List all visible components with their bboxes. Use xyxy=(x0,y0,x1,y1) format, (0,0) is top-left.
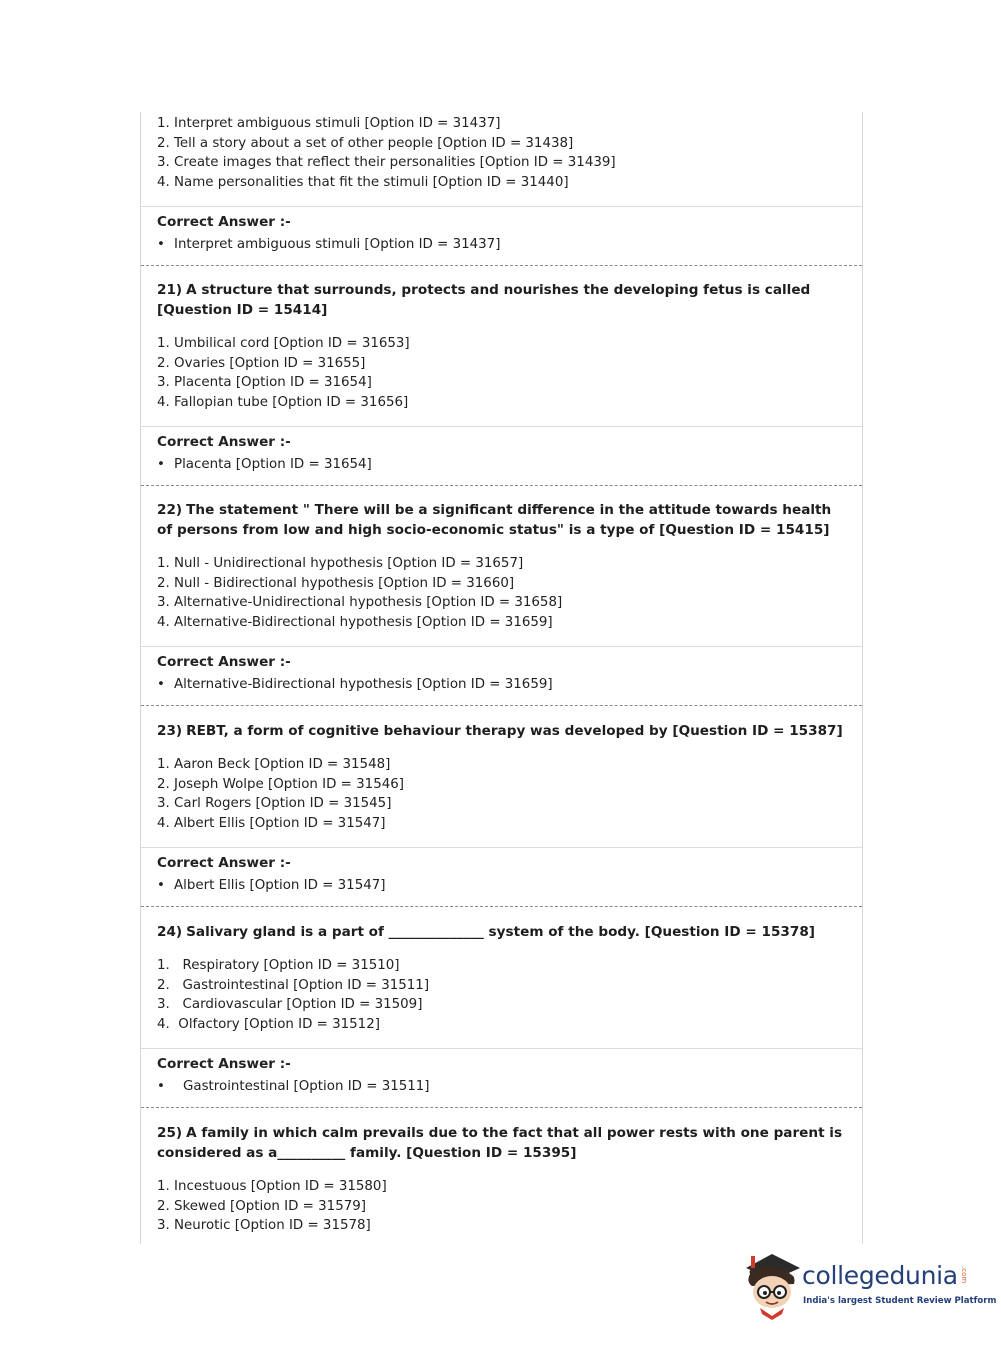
option: 1. Incestuous [Option ID = 31580] xyxy=(157,1179,387,1194)
logo-tagline: India's largest Student Review Platform xyxy=(803,1296,997,1306)
option: 2. Gastrointestinal [Option ID = 31511] xyxy=(157,977,430,993)
correct-answer-value: • Placenta [Option ID = 31654] xyxy=(157,457,372,472)
option: 3. Create images that reflect their personalities [Option ID = 31439] xyxy=(157,155,616,171)
option: 3. Cardiovascular [Option ID = 31509] xyxy=(157,997,423,1013)
logo-suffix: .com xyxy=(960,1266,968,1284)
correct-answer-value: • Gastrointestinal [Option ID = 31511] xyxy=(157,1079,430,1094)
correct-answer-label: Correct Answer :- xyxy=(157,434,291,450)
option: 2. Ovaries [Option ID = 31655] xyxy=(157,355,366,371)
correct-answer-label: Correct Answer :- xyxy=(157,654,291,670)
option: 4. Alternative-Bidirectional hypothesis [Option ID = 31659] xyxy=(157,614,553,630)
question-text: 23) REBT, a form of cognitive behaviour therapy was developed by [Question ID = 15387] xyxy=(157,723,843,739)
question-21-answer xyxy=(141,432,862,475)
option: 4. Name personalities that fit the stimuli [Option ID = 31440] xyxy=(157,174,569,190)
option: 1. Null - Unidirectional hypothesis [Option ID = 31657] xyxy=(157,556,524,571)
question-24-answer xyxy=(141,1054,862,1097)
option: 1. Umbilical cord [Option ID = 31653] xyxy=(157,336,410,351)
option: 1. Interpret ambiguous stimuli [Option ID = 31437] xyxy=(157,116,501,131)
question-20-options xyxy=(141,114,862,192)
question-24 xyxy=(141,923,862,943)
correct-answer-value: • Alternative-Bidirectional hypothesis [Option ID = 31659] xyxy=(157,677,553,692)
question-text: 25) A family in which calm prevails due to the fact that all power rests with one parent is considered as a__________ family. [Question ID = 15395] xyxy=(157,1125,843,1161)
question-22 xyxy=(141,501,862,541)
question-24-options xyxy=(141,956,862,1034)
question-25 xyxy=(141,1124,862,1164)
question-22-options xyxy=(141,554,862,632)
divider xyxy=(141,847,862,848)
divider xyxy=(141,426,862,427)
question-23-options xyxy=(141,755,862,833)
question-21 xyxy=(141,281,862,321)
question-text: 21) A structure that surrounds, protects and nourishes the developing fetus is called [Question ID = 15414] xyxy=(157,282,811,318)
question-text: 22) The statement " There will be a significant difference in the attitude towards health of persons from low and high socio-economic status" is a type of [Question ID = 15415] xyxy=(157,502,832,538)
option: 1. Aaron Beck [Option ID = 31548] xyxy=(157,757,391,772)
collegedunia-logo[interactable] xyxy=(742,1248,997,1322)
question-23 xyxy=(141,722,862,742)
option: 4. Fallopian tube [Option ID = 31656] xyxy=(157,394,409,410)
logo-wordmark: collegedunia xyxy=(802,1261,958,1290)
option: 1. Respiratory [Option ID = 31510] xyxy=(157,958,400,973)
question-22-answer xyxy=(141,652,862,695)
option: 2. Joseph Wolpe [Option ID = 31546] xyxy=(157,776,404,792)
question-separator xyxy=(141,485,862,486)
question-separator xyxy=(141,265,862,266)
correct-answer-label: Correct Answer :- xyxy=(157,855,291,871)
question-separator xyxy=(141,705,862,706)
question-21-options xyxy=(141,334,862,412)
question-23-answer xyxy=(141,853,862,896)
divider xyxy=(141,206,862,207)
question-separator xyxy=(141,1107,862,1108)
question-paper-page xyxy=(140,112,863,1244)
mascot-icon xyxy=(742,1248,804,1322)
option: 3. Carl Rogers [Option ID = 31545] xyxy=(157,796,392,812)
correct-answer-value: • Albert Ellis [Option ID = 31547] xyxy=(157,878,386,893)
correct-answer-value: • Interpret ambiguous stimuli [Option ID = 31437] xyxy=(157,237,501,252)
option: 3. Placenta [Option ID = 31654] xyxy=(157,375,372,391)
correct-answer-label: Correct Answer :- xyxy=(157,214,291,230)
option: 4. Olfactory [Option ID = 31512] xyxy=(157,1016,380,1032)
option: 3. Neurotic [Option ID = 31578] xyxy=(157,1218,371,1234)
question-25-options xyxy=(141,1177,862,1236)
question-20-answer xyxy=(141,212,862,255)
question-text: 24) Salivary gland is a part of ______________ system of the body. [Question ID = 15378] xyxy=(157,924,816,940)
option: 3. Alternative-Unidirectional hypothesis [Option ID = 31658] xyxy=(157,595,563,611)
question-separator xyxy=(141,906,862,907)
option: 2. Tell a story about a set of other people [Option ID = 31438] xyxy=(157,135,574,151)
option: 4. Albert Ellis [Option ID = 31547] xyxy=(157,815,386,831)
correct-answer-label: Correct Answer :- xyxy=(157,1056,291,1072)
option: 2. Null - Bidirectional hypothesis [Option ID = 31660] xyxy=(157,575,515,591)
option: 2. Skewed [Option ID = 31579] xyxy=(157,1198,366,1214)
divider xyxy=(141,1048,862,1049)
divider xyxy=(141,646,862,647)
